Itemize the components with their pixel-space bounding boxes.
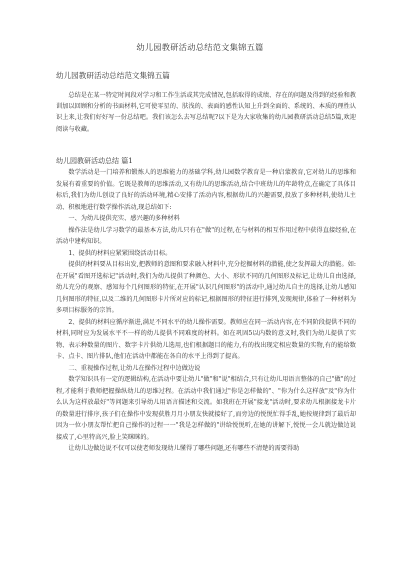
body-paragraph: 操作法是幼儿学习数学的最基本方法,幼儿只有在"做"的过程,在与材料的相互作用过程中获得直接经验,在活动中建构知识。	[56, 226, 356, 245]
body-paragraph: 提供的材料要从目标出发,把教师的意图和要求融入材料中,充分挖掘材料的潜能,使之发挥最大的潜能。如:在开展"看图开选标记"活动时,我们为幼儿提供了种颜色、大小、形状不同的几何图形及标记,让幼儿自由选择,幼儿充分的观察、感知每个几何图形的特征,在开展"认识几何图形"的活动中,通过幼儿自主的选择,让幼儿感知几何图形的特征,以及二维的几何图形卡片所对应的标记,根据图形的特征进行排列,发现规律,体验了一种材料为多项目标服务的宗旨。	[56, 261, 356, 314]
body-paragraph: 数学知识具有一定的逻辑结构,在活动中要让幼儿"做"和"说"相结合,只有让幼儿用语言整体的自己"做"的过程,才能利于教师把握操纵幼儿的思维过程。在活动中我们通过"你是怎样做的"、"你为什么这样放"及"你为什么认为这样放最好"等问题来引导幼儿用语言描述和交流。如我班在开展"接龙"活动时,要求幼儿根据接龙卡片的数量进行排序,孩子们在操作中发现获胜月月小朋友快就接好了,而旁边的悦悦忙得手乱,她按规律到了最后却因为一位小朋友帮忙把自己操作的过程一一"我是怎样做的"讲给悦悦听,在她的讲解下,悦悦一会儿就边做边说接成了,心里特高兴,脸上笑眯眯的。	[56, 376, 356, 441]
intro-block	[56, 90, 356, 135]
body-paragraph: 1、提供的材料应紧紧围绕活动目标。	[68, 249, 172, 257]
body-paragraph: 让幼儿边做边说不仅可以使老师发现幼儿懂得了哪些问题,还有哪些不清楚的需要得助	[68, 445, 300, 452]
document-title: 幼儿园教研活动总结范文集锦五篇	[136, 42, 264, 52]
body-paragraph: 数学活动是一门培养和锻炼人的思维能力的基础学科,幼儿园数学教育是一种启蒙教育,它对幼儿的思维和发展有着重要的价值。它既是教师的思维活动,又有幼儿的思维活动,结合中班幼儿的年龄特点,在确定了具体目标后,我们为幼儿创设了良好的活动环境,精心安排了活动内容,根据幼儿的兴趣需要,投放了多种材料,使幼儿主动、积极地进行数学操作活动,现总结如下:	[56, 169, 356, 211]
body-paragraph: 2、提供的材料应循序渐进,满足不同水平的幼儿操作需要。教师应在同一活动内容,在不同阶段提供不同的材料,同时应为发展水平不一样的幼儿提供不同难度的材料。如在巩固5以内数的意义时,我们为幼儿提供了实物、表示种数量的图片、数字卡片供幼儿选用,也们根据题目的能力,有的找出现定相应数量的实物,有的能给数卡、点卡、图片排队,他们在活动中都能在各自的水平上得到了提高。	[56, 318, 356, 360]
body-text	[56, 167, 356, 455]
body-paragraph: 一、为幼儿提供充实、感兴趣的多种材料	[68, 215, 180, 222]
body-paragraph: 二、重视操作过程,让幼儿在操作过程中边做边说	[68, 364, 201, 372]
section-heading: 幼儿园教研活动总结 篇1	[56, 157, 133, 165]
intro-paragraph: 总结是在某一特定时间段对学习和工作生活或其完成情况,包括取得的成绩、存在的问题及得到的经验和教训加以回顾和分析的书面材料,它可使零星的、肤浅的、表面的感性认知上升到全面的、系统的、本质的理性认识上来,让我们好好写一份总结吧。我们该怎么去写总结呢?以下是为大家收集的幼儿园教研活动总结5篇,欢迎阅读与收藏。	[56, 92, 356, 133]
document-subtitle: 幼儿园教研活动总结范文集锦五篇	[56, 71, 170, 80]
